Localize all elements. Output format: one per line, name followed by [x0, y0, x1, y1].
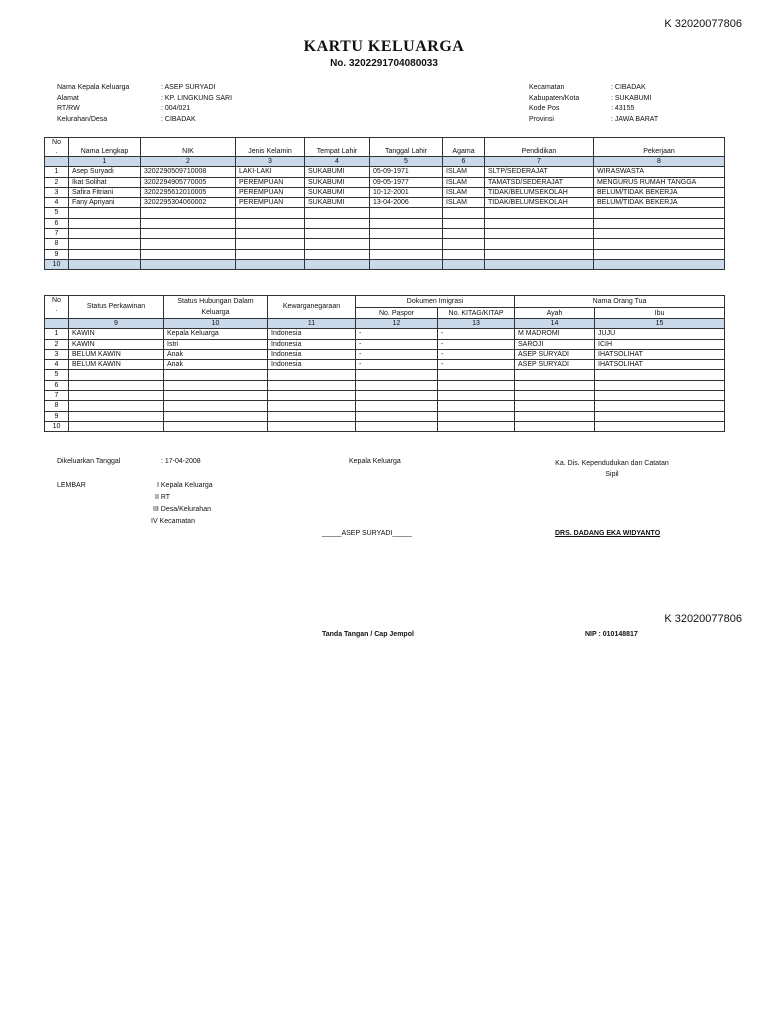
table-cell: [356, 401, 438, 411]
table-cell: MENGURUS RUMAH TANGGA: [594, 177, 725, 187]
family-members-body: [45, 167, 725, 270]
table-cell: KAWIN: [69, 329, 164, 339]
column-number: 4: [305, 157, 370, 167]
kadis-label: [520, 458, 704, 480]
table-cell: 3202294905770005: [141, 177, 236, 187]
table-cell: [515, 380, 595, 390]
info-label: RT/RW: [57, 105, 80, 113]
table-row: [45, 249, 725, 259]
table-row: [45, 411, 725, 421]
table-cell: 10-12-2001: [370, 187, 443, 197]
table-cell: SLTP/SEDERAJAT: [485, 167, 594, 177]
info-label: Nama Kepala Keluarga: [57, 84, 130, 91]
table-cell: [69, 249, 141, 259]
row-number: 7: [45, 391, 69, 401]
table-cell: [370, 259, 443, 269]
row-number: 1: [45, 329, 69, 339]
table-cell: [443, 208, 485, 218]
table-cell: -: [356, 339, 438, 349]
row-number: 4: [45, 360, 69, 370]
table-cell: ISLAM: [443, 177, 485, 187]
table-cell: -: [438, 360, 515, 370]
table-cell: [594, 249, 725, 259]
header-no-kitag: No. KITAG/KITAP: [438, 308, 515, 319]
column-number: 14: [515, 319, 595, 329]
info-value: : ASEP SURYADI: [161, 84, 216, 91]
table-cell: Indonesia: [268, 360, 356, 370]
row-number: 8: [45, 239, 69, 249]
table-cell: [141, 208, 236, 218]
table-cell: ICIH: [595, 339, 725, 349]
table-cell: [236, 249, 305, 259]
table-cell: [595, 370, 725, 380]
table-cell: [370, 208, 443, 218]
kadis-line: Ka. Dis. Kependudukan dan Catatan: [555, 460, 669, 467]
table-cell: 3202295304060002: [141, 198, 236, 208]
table-cell: -: [438, 329, 515, 339]
table-cell: [69, 391, 164, 401]
table-cell: Asep Suryadi: [69, 167, 141, 177]
info-value: : 004/021: [161, 105, 191, 113]
table-cell: SUKABUMI: [305, 198, 370, 208]
table-row: [45, 177, 725, 187]
signature-label: Tanda Tangan / Cap Jempol: [322, 631, 414, 638]
table-cell: [595, 421, 725, 431]
header-no-label: No: [52, 297, 61, 304]
table-cell: WIRASWASTA: [594, 167, 725, 177]
row-number: 7: [45, 229, 69, 239]
table-cell: BELUM/TIDAK BEKERJA: [594, 198, 725, 208]
table-cell: [356, 421, 438, 431]
table-cell: [515, 411, 595, 421]
serial-number-top: K 32020077806: [664, 18, 742, 30]
table-row: [45, 349, 725, 359]
table-cell: [236, 239, 305, 249]
table-cell: TAMATSD/SEDERAJAT: [485, 177, 594, 187]
table-cell: [164, 401, 268, 411]
column-number: 13: [438, 319, 515, 329]
table-cell: [370, 249, 443, 259]
column-number: 3: [236, 157, 305, 167]
table-cell: [595, 411, 725, 421]
nip-label: NIP : 010148817: [585, 631, 638, 638]
table-cell: [370, 229, 443, 239]
table-cell: TIDAK/BELUMSEKOLAH: [485, 198, 594, 208]
column-number-row: [45, 157, 725, 167]
table-cell: [485, 208, 594, 218]
table-cell: [356, 411, 438, 421]
table-cell: [515, 370, 595, 380]
table-cell: [305, 208, 370, 218]
info-value: : CIBADAK: [611, 84, 646, 91]
table-row: [45, 380, 725, 390]
table-cell: SAROJI: [515, 339, 595, 349]
header-no: [45, 296, 69, 319]
header-jenis-kelamin: Jenis Kelamin: [236, 138, 305, 157]
table-cell: [305, 229, 370, 239]
table-cell: [594, 259, 725, 269]
table-cell: [164, 391, 268, 401]
column-number: [45, 157, 69, 167]
table-cell: [515, 421, 595, 431]
header-nama-orang-tua: Nama Orang Tua: [515, 296, 725, 308]
table-cell: [443, 218, 485, 228]
header-ayah: Ayah: [515, 308, 595, 319]
table-row: [45, 391, 725, 401]
table-row: [45, 187, 725, 197]
column-number: 15: [595, 319, 725, 329]
table-cell: -: [356, 349, 438, 359]
table-cell: 05-09-1971: [370, 167, 443, 177]
header-no-paspor: No. Paspor: [356, 308, 438, 319]
table-row: [45, 339, 725, 349]
table-cell: [164, 411, 268, 421]
column-number: 12: [356, 319, 438, 329]
header-kewarganegaraan: Kewarganegaraan: [268, 296, 356, 319]
row-number: 6: [45, 380, 69, 390]
table-cell: [236, 229, 305, 239]
header-ibu: Ibu: [595, 308, 725, 319]
table-cell: [69, 208, 141, 218]
table-cell: [141, 218, 236, 228]
table-cell: [69, 259, 141, 269]
table-cell: [438, 401, 515, 411]
table-cell: [595, 380, 725, 390]
table-cell: 09-05-1977: [370, 177, 443, 187]
table-row: [45, 370, 725, 380]
table-cell: [268, 370, 356, 380]
table-cell: -: [356, 360, 438, 370]
table-cell: [438, 370, 515, 380]
row-number: 8: [45, 401, 69, 411]
table-cell: Indonesia: [268, 349, 356, 359]
table-cell: 13-04-2006: [370, 198, 443, 208]
table-cell: [438, 391, 515, 401]
table-cell: [268, 411, 356, 421]
table-cell: [595, 391, 725, 401]
info-right: [529, 83, 729, 127]
table-cell: [370, 218, 443, 228]
table-cell: [515, 391, 595, 401]
table-cell: [443, 239, 485, 249]
info-label: Kode Pos: [529, 105, 560, 113]
table-row: [45, 401, 725, 411]
table-cell: Safira Fitriani: [69, 187, 141, 197]
table-cell: [305, 259, 370, 269]
table-cell: ASEP SURYADI: [515, 349, 595, 359]
table-cell: [438, 421, 515, 431]
table-cell: [69, 218, 141, 228]
kadis-line: Sipil: [605, 471, 619, 478]
table-cell: [69, 229, 141, 239]
table-cell: [69, 380, 164, 390]
info-value: : CIBADAK: [161, 115, 196, 123]
table-cell: [164, 421, 268, 431]
table-cell: [268, 380, 356, 390]
table-cell: [141, 259, 236, 269]
info-label: Kabupaten/Kota: [529, 94, 580, 102]
table-cell: ISLAM: [443, 198, 485, 208]
table-cell: [443, 259, 485, 269]
table-cell: [594, 229, 725, 239]
header-pendidikan: Pendidikan: [485, 138, 594, 157]
row-number: 4: [45, 198, 69, 208]
table-cell: Kepala Keluarga: [164, 329, 268, 339]
table-cell: Fany Apriyani: [69, 198, 141, 208]
table-cell: [485, 218, 594, 228]
table-cell: [268, 421, 356, 431]
info-label: Kelurahan/Desa: [57, 115, 108, 123]
column-number: [45, 319, 69, 329]
info-left: [57, 83, 357, 127]
lembar-item: IV Kecamatan: [151, 518, 195, 525]
table-cell: Anak: [164, 349, 268, 359]
lembar-item: II RT: [155, 494, 171, 501]
table-cell: BELUM KAWIN: [69, 349, 164, 359]
table-cell: [485, 249, 594, 259]
column-number: 11: [268, 319, 356, 329]
column-number: 9: [69, 319, 164, 329]
table-cell: Istri: [164, 339, 268, 349]
issued-label: Dikeluarkan Tanggal: [57, 458, 121, 465]
signer-official: DRS. DADANG EKA WIDYANTO: [555, 530, 661, 537]
family-members-table: [44, 137, 725, 270]
table-cell: [141, 249, 236, 259]
info-label: Kecamatan: [529, 84, 565, 91]
table-row: [45, 239, 725, 249]
row-number: 10: [45, 421, 69, 431]
table-cell: [438, 380, 515, 390]
header-status-perkawinan: Status Perkawinan: [69, 296, 164, 319]
table-cell: [356, 391, 438, 401]
table-cell: IHATSOLIHAT: [595, 360, 725, 370]
header-tanggal-lahir: Tanggal Lahir: [370, 138, 443, 157]
table-row: [45, 360, 725, 370]
row-number: 2: [45, 339, 69, 349]
table-cell: -: [438, 349, 515, 359]
header-status-hubungan: Status Hubungan Dalam Keluarga: [164, 296, 268, 319]
table-cell: Indonesia: [268, 329, 356, 339]
table-cell: [443, 249, 485, 259]
table-cell: KAWIN: [69, 339, 164, 349]
table-cell: [236, 218, 305, 228]
table-cell: [594, 218, 725, 228]
header-no: [45, 138, 69, 157]
table-row: [45, 218, 725, 228]
info-value: : JAWA BARAT: [611, 115, 659, 123]
table-cell: -: [356, 329, 438, 339]
row-number: 3: [45, 187, 69, 197]
table-cell: ISLAM: [443, 167, 485, 177]
header-tempat-lahir: Tempat Lahir: [305, 138, 370, 157]
issued-value: : 17-04-2008: [161, 458, 201, 465]
info-label: Provinsi: [529, 115, 554, 123]
table-cell: [141, 229, 236, 239]
table-cell: [356, 370, 438, 380]
row-number: 3: [45, 349, 69, 359]
row-number: 5: [45, 208, 69, 218]
table-row: [45, 167, 725, 177]
table-cell: Ikat Solihat: [69, 177, 141, 187]
header-nama: Nama Lengkap: [69, 138, 141, 157]
column-number: 6: [443, 157, 485, 167]
table-cell: [268, 401, 356, 411]
table-cell: [370, 239, 443, 249]
table-row: [45, 208, 725, 218]
row-number: 5: [45, 370, 69, 380]
column-number: 8: [594, 157, 725, 167]
table-cell: [164, 380, 268, 390]
family-status-body: [45, 329, 725, 432]
kepala-keluarga-label: Kepala Keluarga: [349, 458, 401, 465]
table-cell: [485, 259, 594, 269]
info-value: : SUKABUMI: [611, 94, 652, 102]
table-cell: TIDAK/BELUMSEKOLAH: [485, 187, 594, 197]
table-cell: [141, 239, 236, 249]
table-cell: [164, 370, 268, 380]
table-cell: 3202290509710008: [141, 167, 236, 177]
table-cell: M MADROMI: [515, 329, 595, 339]
signer-head-of-family: _____ASEP SURYADI_____: [322, 530, 412, 537]
table-cell: [356, 380, 438, 390]
table-cell: [305, 239, 370, 249]
table-cell: [515, 401, 595, 411]
table-cell: 3202295612010005: [141, 187, 236, 197]
table-cell: [69, 239, 141, 249]
table-row: [45, 421, 725, 431]
table-cell: [594, 239, 725, 249]
table-cell: [236, 259, 305, 269]
header-pekerjaan: Pekerjaan: [594, 138, 725, 157]
info-value: : 43155: [611, 105, 635, 113]
table-cell: [305, 249, 370, 259]
serial-number-bottom: K 32020077806: [664, 613, 742, 625]
column-number: 10: [164, 319, 268, 329]
table-cell: LAKI-LAKI: [236, 167, 305, 177]
table-cell: ASEP SURYADI: [515, 360, 595, 370]
table-cell: [595, 401, 725, 411]
header-agama: Agama: [443, 138, 485, 157]
table-header-row: [45, 296, 725, 308]
table-cell: BELUM KAWIN: [69, 360, 164, 370]
column-number: 5: [370, 157, 443, 167]
header-no-dot: .: [55, 306, 58, 313]
row-number: 6: [45, 218, 69, 228]
table-cell: -: [438, 339, 515, 349]
header-dokumen-imigrasi: Dokumen Imigrasi: [356, 296, 515, 308]
document-title: KARTU KELUARGA: [303, 38, 465, 55]
table-cell: SUKABUMI: [305, 177, 370, 187]
table-cell: PEREMPUAN: [236, 177, 305, 187]
info-label: Alamat: [57, 94, 79, 102]
table-cell: [69, 401, 164, 411]
row-number: 2: [45, 177, 69, 187]
table-cell: Indonesia: [268, 339, 356, 349]
info-value: : KP. LINGKUNG SARI: [161, 94, 233, 102]
lembar-item: III Desa/Kelurahan: [153, 506, 211, 513]
table-cell: [268, 391, 356, 401]
table-cell: [305, 218, 370, 228]
table-cell: [69, 421, 164, 431]
column-number-row: [45, 319, 725, 329]
table-cell: PEREMPUAN: [236, 187, 305, 197]
header-nik: NIK: [141, 138, 236, 157]
lembar-label: LEMBAR: [57, 482, 86, 489]
row-number: 10: [45, 259, 69, 269]
column-number: 7: [485, 157, 594, 167]
row-number: 9: [45, 411, 69, 421]
lembar-item: I Kepala Keluarga: [157, 482, 213, 489]
table-cell: ISLAM: [443, 187, 485, 197]
table-row: [45, 259, 725, 269]
column-number: 1: [69, 157, 141, 167]
header-no-dot: .: [55, 148, 58, 155]
table-header-row: [45, 138, 725, 157]
table-cell: PEREMPUAN: [236, 198, 305, 208]
table-cell: [236, 208, 305, 218]
family-status-table: [44, 295, 725, 432]
table-cell: IHATSOLIHAT: [595, 349, 725, 359]
table-cell: [438, 411, 515, 421]
header-no-label: No: [52, 139, 61, 146]
table-cell: JUJU: [595, 329, 725, 339]
table-cell: [594, 208, 725, 218]
column-number: 2: [141, 157, 236, 167]
table-cell: [69, 370, 164, 380]
table-row: [45, 229, 725, 239]
row-number: 9: [45, 249, 69, 259]
table-cell: [485, 239, 594, 249]
table-row: [45, 329, 725, 339]
document-number: No. 3202291704080033: [330, 58, 438, 69]
table-cell: BELUM/TIDAK BEKERJA: [594, 187, 725, 197]
table-row: [45, 198, 725, 208]
row-number: 1: [45, 167, 69, 177]
table-cell: [485, 229, 594, 239]
table-cell: Anak: [164, 360, 268, 370]
table-cell: SUKABUMI: [305, 187, 370, 197]
table-cell: [443, 229, 485, 239]
table-cell: SUKABUMI: [305, 167, 370, 177]
table-cell: [69, 411, 164, 421]
